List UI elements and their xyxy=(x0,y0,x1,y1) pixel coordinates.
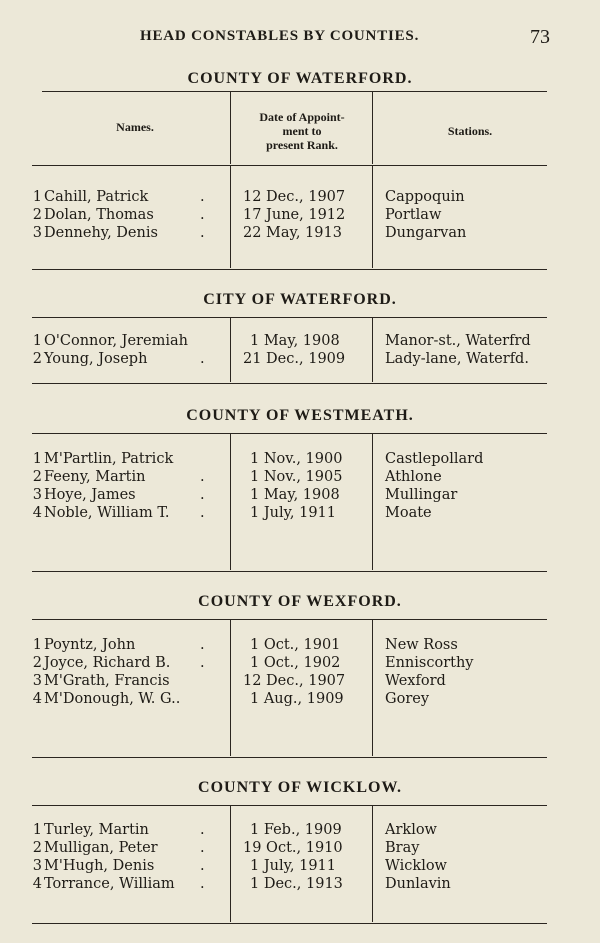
appointment-date: 1 July, 1911 xyxy=(250,505,337,521)
leader-dot: . xyxy=(200,207,205,223)
station: Mullingar xyxy=(385,487,458,503)
constable-name: Joyce, Richard B. xyxy=(44,655,171,671)
row-number: 1 xyxy=(32,822,42,838)
leader-dot: . xyxy=(200,822,205,838)
station: Dungarvan xyxy=(385,225,467,241)
table-row xyxy=(0,822,600,842)
leader-dot: . xyxy=(200,876,205,892)
appointment-date: 1 Aug., 1909 xyxy=(250,691,344,707)
row-number: 4 xyxy=(32,876,42,892)
column-header-date-3: present Rank. xyxy=(266,138,338,152)
constable-name: Mulligan, Peter xyxy=(44,840,158,856)
constable-name: Noble, William T. xyxy=(44,505,170,521)
table-row xyxy=(0,333,600,353)
running-title: HEAD CONSTABLES BY COUNTIES. xyxy=(140,28,420,44)
appointment-date: 1 Nov., 1900 xyxy=(250,451,343,467)
appointment-date: 1 Oct., 1902 xyxy=(250,655,341,671)
section-rule xyxy=(32,317,547,318)
table-row xyxy=(0,655,600,675)
constable-name: M'Partlin, Patrick xyxy=(44,451,174,467)
constable-name: M'Grath, Francis xyxy=(44,673,170,689)
appointment-date: 12 Dec., 1907 xyxy=(243,673,346,689)
appointment-date: 1 Oct., 1901 xyxy=(250,637,341,653)
section-rule xyxy=(32,571,547,572)
appointment-date: 1 May, 1908 xyxy=(250,487,340,503)
constable-name: Poyntz, John xyxy=(44,637,136,653)
row-number: 3 xyxy=(32,225,42,241)
constable-name: Cahill, Patrick xyxy=(44,189,149,205)
row-number: 4 xyxy=(32,505,42,521)
section-title-county-wexford: COUNTY OF WEXFORD. xyxy=(198,593,402,610)
table-row xyxy=(0,876,600,896)
station: Lady-lane, Waterfd. xyxy=(385,351,529,367)
appointment-date: 1 Nov., 1905 xyxy=(250,469,343,485)
section-title-city-waterford: CITY OF WATERFORD. xyxy=(203,291,397,308)
header-rule-bottom xyxy=(32,165,547,166)
section-rule xyxy=(32,619,547,620)
running-head xyxy=(0,26,600,50)
row-number: 2 xyxy=(32,840,42,856)
station: Wicklow xyxy=(385,858,447,874)
constable-name: Hoye, James xyxy=(44,487,136,503)
table-row xyxy=(0,225,600,245)
row-number: 1 xyxy=(32,451,42,467)
row-number: 3 xyxy=(32,858,42,874)
appointment-date: 22 May, 1913 xyxy=(243,225,342,241)
section-title-county-waterford: COUNTY OF WATERFORD. xyxy=(187,70,413,87)
row-number: 1 xyxy=(32,637,42,653)
station: Arklow xyxy=(385,822,437,838)
table-row xyxy=(0,858,600,878)
table-row xyxy=(0,840,600,860)
section-rule xyxy=(32,757,547,758)
station: Cappoquin xyxy=(385,189,465,205)
appointment-date: 12 Dec., 1907 xyxy=(243,189,346,205)
leader-dot: . xyxy=(200,637,205,653)
station: Enniscorthy xyxy=(385,655,474,671)
table-row xyxy=(0,505,600,525)
station: New Ross xyxy=(385,637,458,653)
appointment-date: 1 Dec., 1913 xyxy=(250,876,343,892)
leader-dot: . xyxy=(200,858,205,874)
leader-dot: . xyxy=(200,351,205,367)
page-number: 73 xyxy=(530,26,550,48)
appointment-date: 19 Oct., 1910 xyxy=(243,840,343,856)
constable-name: M'Hugh, Denis xyxy=(44,858,155,874)
station: Portlaw xyxy=(385,207,442,223)
table-row xyxy=(0,637,600,657)
section-rule xyxy=(32,923,547,924)
table-row xyxy=(0,189,600,209)
constable-name: M'Donough, W. G.. xyxy=(44,691,181,707)
constable-name: Feeny, Martin xyxy=(44,469,146,485)
table-row xyxy=(0,487,600,507)
section-title-county-westmeath: COUNTY OF WESTMEATH. xyxy=(186,407,414,424)
table-row xyxy=(0,469,600,489)
station: Gorey xyxy=(385,691,430,707)
appointment-date: 17 June, 1912 xyxy=(243,207,346,223)
constable-name: Young, Joseph xyxy=(44,351,148,367)
constable-name: Torrance, William xyxy=(44,876,175,892)
row-number: 2 xyxy=(32,469,42,485)
leader-dot: . xyxy=(200,469,205,485)
section-rule xyxy=(32,269,547,270)
leader-dot: . xyxy=(200,487,205,503)
station: Bray xyxy=(385,840,420,856)
row-number: 3 xyxy=(32,673,42,689)
appointment-date: 1 Feb., 1909 xyxy=(250,822,342,838)
table-row xyxy=(0,451,600,471)
row-number: 3 xyxy=(32,487,42,503)
station: Castlepollard xyxy=(385,451,484,467)
row-number: 1 xyxy=(32,189,42,205)
column-divider-1 xyxy=(230,92,231,164)
constable-name: Dennehy, Denis xyxy=(44,225,158,241)
column-header-names: Names. xyxy=(116,120,154,134)
row-number: 2 xyxy=(32,655,42,671)
constable-name: Turley, Martin xyxy=(44,822,149,838)
appointment-date: 21 Dec., 1909 xyxy=(243,351,346,367)
appointment-date: 1 July, 1911 xyxy=(250,858,337,874)
constable-name: Dolan, Thomas xyxy=(44,207,154,223)
table-row xyxy=(0,207,600,227)
leader-dot: . xyxy=(200,655,205,671)
row-number: 1 xyxy=(32,333,42,349)
station: Moate xyxy=(385,505,432,521)
header-rule-top xyxy=(42,91,547,92)
table-row xyxy=(0,691,600,711)
constable-name: O'Connor, Jeremiah xyxy=(44,333,188,349)
leader-dot: . xyxy=(200,840,205,856)
station: Manor-st., Waterfrd xyxy=(385,333,531,349)
leader-dot: . xyxy=(200,505,205,521)
row-number: 2 xyxy=(32,351,42,367)
section-rule xyxy=(32,383,547,384)
row-number: 2 xyxy=(32,207,42,223)
column-header-stations: Stations. xyxy=(447,124,493,138)
appointment-date: 1 May, 1908 xyxy=(250,333,340,349)
station: Athlone xyxy=(385,469,442,485)
leader-dot: . xyxy=(200,225,205,241)
section-title-county-wicklow: COUNTY OF WICKLOW. xyxy=(198,779,402,796)
table-row xyxy=(0,351,600,371)
station: Wexford xyxy=(385,673,446,689)
station: Dunlavin xyxy=(385,876,451,892)
section-rule xyxy=(32,805,547,806)
row-number: 4 xyxy=(32,691,42,707)
column-header-date-1: Date of Appoint- xyxy=(259,110,345,124)
column-divider-2 xyxy=(372,92,373,164)
section-rule xyxy=(32,433,547,434)
column-header-date-2: ment to xyxy=(282,124,322,138)
leader-dot: . xyxy=(200,189,205,205)
table-row xyxy=(0,673,600,693)
